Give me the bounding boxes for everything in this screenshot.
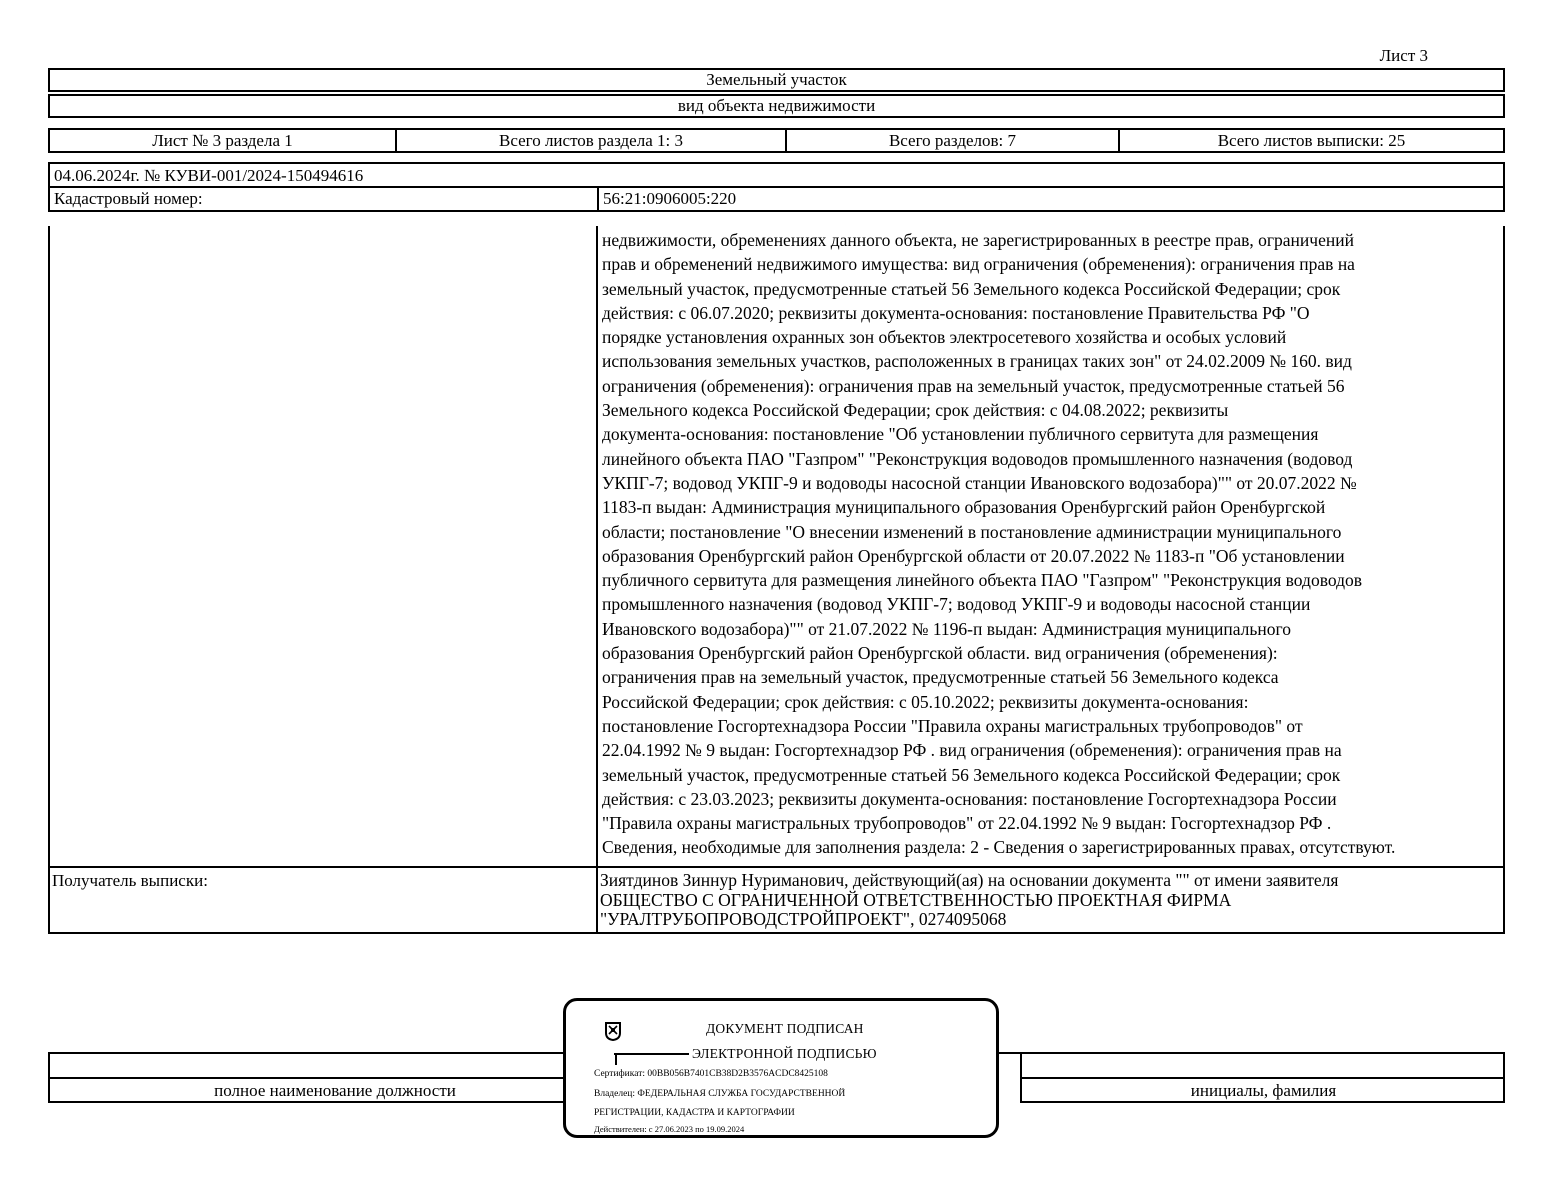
text-line: "Правила охраны магистральных трубопроводов" от 22.04.1992 № 9 выдан: Госгортехнадзор РФ . bbox=[602, 813, 1332, 834]
restrictions-text bbox=[598, 228, 1503, 860]
text-line: действия: с 23.03.2023; реквизиты документа-основания: постановление Госгортехнадзора России bbox=[602, 788, 1337, 809]
text-line: использования земельных участков, расположенных в границах таких зон" от 24.02.2009 № 160. вид bbox=[602, 351, 1352, 372]
text-line: недвижимости, обременениях данного объекта, не зарегистрированных в реестре прав, ограничений bbox=[602, 230, 1354, 250]
divider bbox=[597, 188, 599, 210]
sheet-label: Лист 3 bbox=[1379, 46, 1428, 65]
text-line: ограничения (обременения): ограничения прав на земельный участок, предусмотренные статьей 56 bbox=[602, 375, 1345, 396]
text-line: УКПГ-7; водовод УКПГ-9 и водоводы насосной станции Ивановского водозабора)"" от 20.07.2022 № bbox=[602, 472, 1357, 493]
text-line: порядке установления охранных зон объектов электросетевого хозяйства и особых условий bbox=[602, 327, 1287, 348]
total-sections: Всего разделов: 7 bbox=[787, 130, 1120, 151]
text-line: постановление Госгортехнадзора России "Правила охраны магистральных трубопроводов" от bbox=[602, 715, 1303, 736]
recipient-line: "УРАЛТРУБОПРОВОДСТРОЙПРОЕКТ", 0274095068 bbox=[600, 909, 1007, 929]
stamp-subtitle: ЭЛЕКТРОННОЙ ПОДПИСЬЮ bbox=[692, 1046, 877, 1061]
text-line: 1183-п выдан: Администрация муниципального образования Оренбургский район Оренбургской bbox=[602, 497, 1326, 518]
sheet-info-row bbox=[48, 128, 1505, 153]
text-line: публичного сервитута для размещения линейного объекта ПАО "Газпром" "Реконструкция водоводов bbox=[602, 570, 1362, 591]
text-line: Земельного кодекса Российской Федерации; срок действия: с 04.08.2022; реквизиты bbox=[602, 400, 1229, 421]
name-caption: инициалы, фамилия bbox=[1190, 1081, 1337, 1100]
divider bbox=[1503, 226, 1505, 934]
divider bbox=[48, 226, 50, 934]
text-line: промышленного назначения (водовод УКПГ-7; водовод УКПГ-9 и водоводы насосной станции bbox=[602, 594, 1311, 615]
name-box bbox=[1020, 1052, 1505, 1103]
stamp-validity: Действителен: с 27.06.2023 по 19.09.2024 bbox=[594, 1124, 745, 1134]
text-line: действия: с 06.07.2020; реквизиты документа-основания: постановление Правительства РФ "О bbox=[602, 302, 1310, 323]
text-line: Российской Федерации; срок действия: с 05.10.2022; реквизиты документа-основания: bbox=[602, 691, 1249, 712]
extract-id: 04.06.2024г. № КУВИ-001/2024-150494616 bbox=[48, 162, 1505, 188]
text-line: земельный участок, предусмотренные статьей 56 Земельного кодекса Российской Федерации; срок bbox=[602, 764, 1341, 785]
text-line: 22.04.1992 № 9 выдан: Госгортехнадзор РФ . вид ограничения (обременения): ограничения прав на bbox=[602, 740, 1342, 761]
object-kind-caption: вид объекта недвижимости bbox=[48, 94, 1505, 118]
cadastral-row bbox=[48, 186, 1505, 212]
sheet-of-section: Лист № 3 раздела 1 bbox=[50, 130, 397, 151]
stamp-title: ДОКУМЕНТ ПОДПИСАН bbox=[706, 1021, 864, 1036]
text-line: области; постановление "О внесении изменений в постановление администрации муниципального bbox=[602, 521, 1342, 542]
divider bbox=[614, 1053, 689, 1055]
coat-of-arms-icon bbox=[604, 1021, 622, 1041]
text-line: прав и обременений недвижимого имущества: вид ограничения (обременения): ограничения прав на bbox=[602, 254, 1355, 275]
stamp-certificate: Сертификат: 00BB056B7401CB38D2B3576ACDC8425108 bbox=[594, 1069, 828, 1079]
divider bbox=[615, 1053, 617, 1065]
recipient-line: Зиятдинов Зиннур Нуриманович, действующий(ая) на основании документа "" от имени заявителя bbox=[600, 870, 1339, 890]
divider bbox=[48, 866, 1505, 868]
text-line: документа-основания: постановление "Об установлении публичного сервитута для размещения bbox=[602, 424, 1319, 445]
stamp-owner: РЕГИСТРАЦИИ, КАДАСТРА И КАРТОГРАФИИ bbox=[594, 1108, 795, 1118]
recipient-line: ОБЩЕСТВО С ОГРАНИЧЕННОЙ ОТВЕТСТВЕННОСТЬЮ ПРОЕКТНАЯ ФИРМА bbox=[600, 889, 1232, 910]
cadastral-value: 56:21:0906005:220 bbox=[603, 189, 737, 208]
text-line: образования Оренбургский район Оренбургской области от 20.07.2022 № 1183-п "Об установлении bbox=[602, 545, 1345, 566]
text-line: линейного объекта ПАО "Газпром" "Реконструкция водоводов промышленного назначения (водовод bbox=[602, 448, 1353, 469]
text-line: образования Оренбургский район Оренбургской области. вид ограничения (обременения): bbox=[602, 643, 1278, 664]
divider bbox=[1022, 1077, 1505, 1079]
recipient-label: Получатель выписки: bbox=[52, 871, 208, 890]
position-box bbox=[48, 1052, 565, 1103]
divider bbox=[50, 1077, 565, 1079]
position-caption: полное наименование должности bbox=[214, 1081, 456, 1100]
cadastral-label: Кадастровый номер: bbox=[54, 189, 203, 208]
e-signature-stamp bbox=[563, 998, 999, 1138]
total-sheets-section: Всего листов раздела 1: 3 bbox=[397, 130, 787, 151]
divider bbox=[48, 932, 1505, 934]
object-type: Земельный участок bbox=[48, 68, 1505, 92]
text-line: Сведения, необходимые для заполнения раздела: 2 - Сведения о зарегистрированных правах, отсутствуют. bbox=[602, 837, 1396, 858]
text-line: Ивановского водозабора)"" от 21.07.2022 № 1196-п выдан: Администрация муниципального bbox=[602, 618, 1291, 639]
text-line: ограничения прав на земельный участок, предусмотренные статьей 56 Земельного кодекса bbox=[602, 667, 1279, 688]
recipient-value bbox=[600, 871, 1338, 930]
total-sheets-extract: Всего листов выписки: 25 bbox=[1217, 131, 1406, 150]
text-line: земельный участок, предусмотренные статьей 56 Земельного кодекса Российской Федерации; срок bbox=[602, 278, 1341, 299]
stamp-owner: Владелец: ФЕДЕРАЛЬНАЯ СЛУЖБА ГОСУДАРСТВЕННОЙ bbox=[594, 1089, 846, 1099]
